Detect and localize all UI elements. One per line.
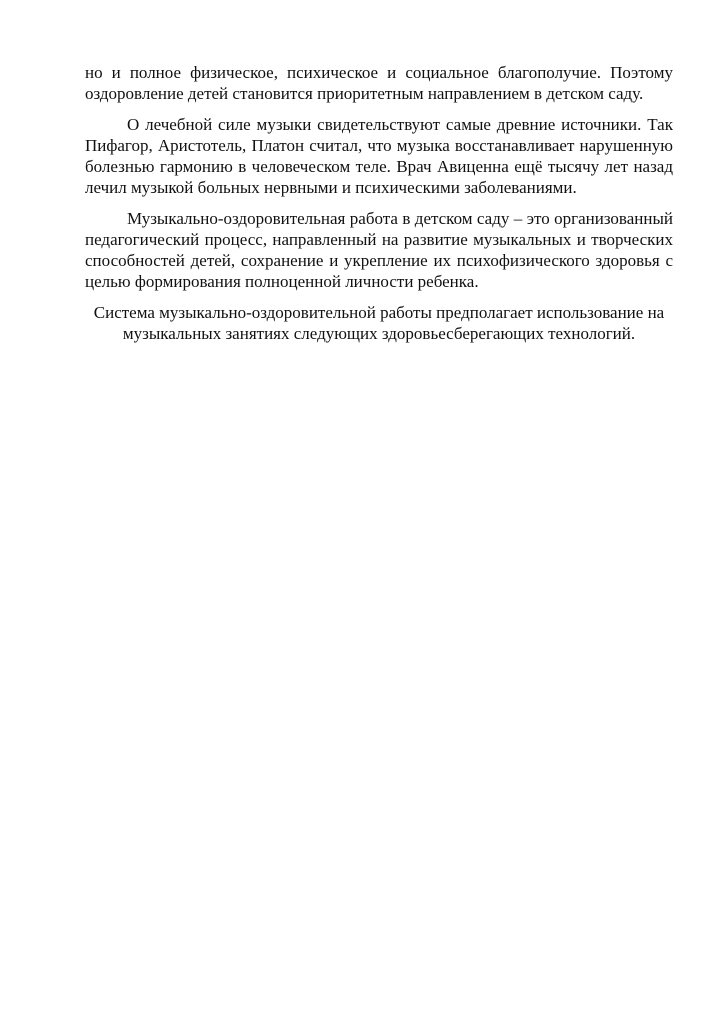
paragraph-music-health-work-definition: Музыкально-оздоровительная работа в детском саду – это организованный педагогический процесс, направленный на развитие музыкальных и творческих способностей детей, сохранение и укрепление их психофизического здоровья с целью формирования полноценной личности ребенка.	[85, 209, 673, 291]
paragraph-healing-power-of-music: О лечебной силе музыки свидетельствуют самые древние источники. Так Пифагор, Аристотель, Платон считал, что музыка восстанавливает нарушенную болезнью гармонию в человеческом теле. Врач Авиценна ещё тысячу лет назад лечил музыкой больных нервными и психическими заболеваниями.	[85, 115, 673, 197]
paragraph-wellbeing: но и полное физическое, психическое и социальное благополучие. Поэтому оздоровление детей становится приоритетным направлением в детском саду.	[85, 63, 673, 103]
paragraph-health-saving-technologies: Система музыкально-оздоровительной работы предполагает использование на музыкальных занятиях следующих здоровьесберегающих технологий.	[93, 303, 665, 343]
